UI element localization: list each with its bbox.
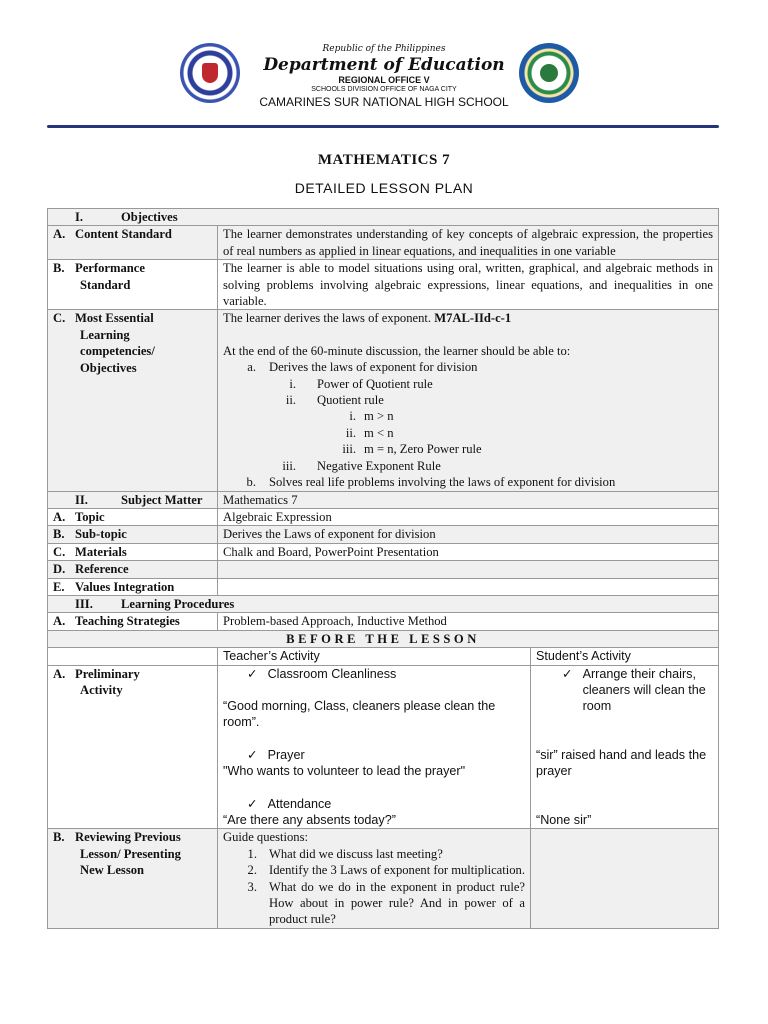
row-label: Preliminary	[75, 666, 140, 681]
row-value	[218, 578, 719, 595]
reference-row: D. Reference	[48, 561, 719, 578]
objective-a-ii-1: i. m > n	[349, 409, 394, 424]
materials-row: C. Materials Chalk and Board, PowerPoint Presentation	[48, 543, 719, 560]
row-label: Materials	[75, 544, 127, 559]
row-value: Problem-based Approach, Inductive Method	[218, 613, 719, 630]
checklist-item: ✓ Arrange their chairs, cleaners will clean the room	[562, 666, 706, 714]
objective-a-i: i. Power of Quotient rule	[289, 376, 433, 391]
row-label: Reference	[75, 562, 129, 577]
values-integration-row: E. Values Integration	[48, 578, 719, 595]
reviewing-lesson-row: B. Reviewing Previous Lesson/ Presenting New Lesson Guide questions: 1. What did we discuss last meeting? 2. Identify the 3 Laws of exponent for multiplication. 3. What do we do in the exponent in product rule? How about in power rule? And in power of a product rule?	[48, 829, 719, 928]
row-label: Values Integration	[75, 579, 175, 594]
teaching-strategies-row: A. Teaching Strategies Problem-based Approach, Inductive Method	[48, 613, 719, 630]
row-label-cont: Lesson/ Presenting	[80, 846, 181, 861]
topic-row: A. Topic Algebraic Expression	[48, 508, 719, 525]
content-standard-row	[48, 226, 719, 260]
melc-line: The learner derives the laws of exponent. M7AL-IId-c-1	[223, 311, 512, 326]
letterhead	[0, 0, 768, 140]
row-label: Most Essential	[75, 311, 154, 326]
checklist-item: ✓ Prayer	[223, 747, 525, 763]
row-label: Reviewing Previous	[75, 830, 181, 845]
school-name: CAMARINES SUR NATIONAL HIGH SCHOOL	[259, 95, 509, 109]
preliminary-activity-row: A. Preliminary Activity ✓ Classroom Cleanliness “Good morning, Class, cleaners please clean the room”. ✓ Prayer "Who wants to volunteer to lead the prayer" ✓ Attendance “Are there any absents today?” ✓ Arrange their chairs, cleaners will clean the room “sir” raised hand and leads the prayer “None sir”	[48, 665, 719, 829]
row-label-cont: Standard	[80, 277, 131, 292]
row-label-cont: Objectives	[80, 360, 137, 375]
row-label-cont: New Lesson	[80, 863, 145, 878]
row-value: Chalk and Board, PowerPoint Presentation	[218, 543, 719, 560]
student-line: “sir” raised hand and leads the prayer	[536, 747, 707, 779]
checklist-item: ✓ Attendance	[223, 796, 525, 812]
subject-matter-heading-row	[48, 491, 719, 508]
procedures-heading-row	[48, 595, 719, 612]
section-number: I.	[75, 210, 84, 224]
teacher-line: “Good morning, Class, cleaners please clean the room”.	[223, 698, 496, 730]
student-activity-header: Student’s Activity	[531, 648, 719, 665]
before-lesson-row	[48, 630, 719, 647]
guide-questions-label: Guide questions:	[223, 830, 309, 845]
section-number: II.	[75, 492, 88, 507]
row-label-cont: Activity	[80, 682, 123, 697]
melc-code: M7AL-IId-c-1	[434, 311, 512, 326]
document-title: MATHEMATICS 7	[317, 152, 451, 168]
guide-question: 2. Identify the 3 Laws of exponent for multiplication.	[247, 863, 526, 878]
objective-a: a. Derives the laws of exponent for division	[247, 360, 478, 375]
performance-standard-text: The learner is able to model situations using oral, written, graphical, and algebraic methods in solving problems involving algebraic expressions, linear equations, and inequalities in one variable.	[218, 260, 719, 310]
activity-header-row	[48, 648, 719, 665]
row-label-cont: Learning	[80, 327, 130, 342]
row-letter: B.	[53, 261, 65, 276]
lesson-plan-table	[47, 208, 719, 929]
objective-a-iii: iii. Negative Exponent Rule	[282, 458, 441, 473]
region-line: REGIONAL OFFICE V	[338, 75, 430, 85]
section-label: Learning Procedures	[121, 596, 235, 611]
subtopic-row: B. Sub-topic Derives the Laws of exponent for division	[48, 526, 719, 543]
objective-a-ii-3: iii. m = n, Zero Power rule	[342, 442, 482, 457]
section-label: Objectives	[121, 210, 178, 224]
row-value: Algebraic Expression	[218, 508, 719, 525]
objective-a-ii-2: ii. m < n	[345, 425, 394, 440]
document-subtitle: DETAILED LESSON PLAN	[294, 180, 474, 196]
melc-intro: At the end of the 60-minute discussion, the learner should be able to:	[223, 343, 571, 358]
performance-standard-row	[48, 260, 719, 310]
header-divider	[47, 125, 719, 128]
row-letter: C.	[53, 311, 66, 326]
checklist-item: ✓ Classroom Cleanliness	[223, 666, 525, 682]
row-letter: A.	[53, 227, 66, 242]
guide-question: 1. What did we discuss last meeting?	[247, 846, 443, 861]
row-value: Derives the Laws of exponent for division	[218, 526, 719, 543]
teacher-line: "Who wants to volunteer to lead the prayer"	[223, 764, 466, 779]
objective-b: b. Solves real life problems involving the laws of exponent for division	[246, 475, 616, 490]
melc-row	[48, 310, 719, 491]
guide-question: 3. What do we do in the exponent in product rule? How about in power rule? And in power of a product rule?	[247, 879, 525, 927]
teacher-activity-header: Teacher’s Activity	[218, 648, 531, 665]
objectives-heading-row	[48, 209, 719, 226]
teacher-line: “Are there any absents today?”	[223, 813, 396, 827]
department-name: Department of Education	[263, 55, 505, 75]
row-label: Topic	[75, 509, 105, 524]
row-value	[218, 561, 719, 578]
row-label-cont: competencies/	[80, 344, 155, 359]
student-line: “None sir”	[536, 812, 592, 827]
subject-value: Mathematics 7	[218, 491, 719, 508]
row-label: Teaching Strategies	[75, 614, 180, 629]
division-line: SCHOOLS DIVISION OFFICE OF NAGA CITY	[311, 86, 457, 93]
republic-line: Republic of the Philippines	[322, 44, 446, 54]
row-label: Content Standard	[75, 227, 172, 242]
row-label: Performance	[75, 261, 145, 276]
section-number: III.	[75, 596, 93, 611]
objective-a-ii: ii. Quotient rule	[285, 393, 384, 408]
before-lesson-heading: BEFORE THE LESSON	[48, 630, 719, 647]
content-standard-text: The learner demonstrates understanding of key concepts of algebraic expression, the properties of real numbers as applied in linear equations, and inequalities in one variable	[218, 226, 719, 260]
section-label: Subject Matter	[121, 492, 203, 507]
row-label: Sub-topic	[75, 527, 127, 542]
